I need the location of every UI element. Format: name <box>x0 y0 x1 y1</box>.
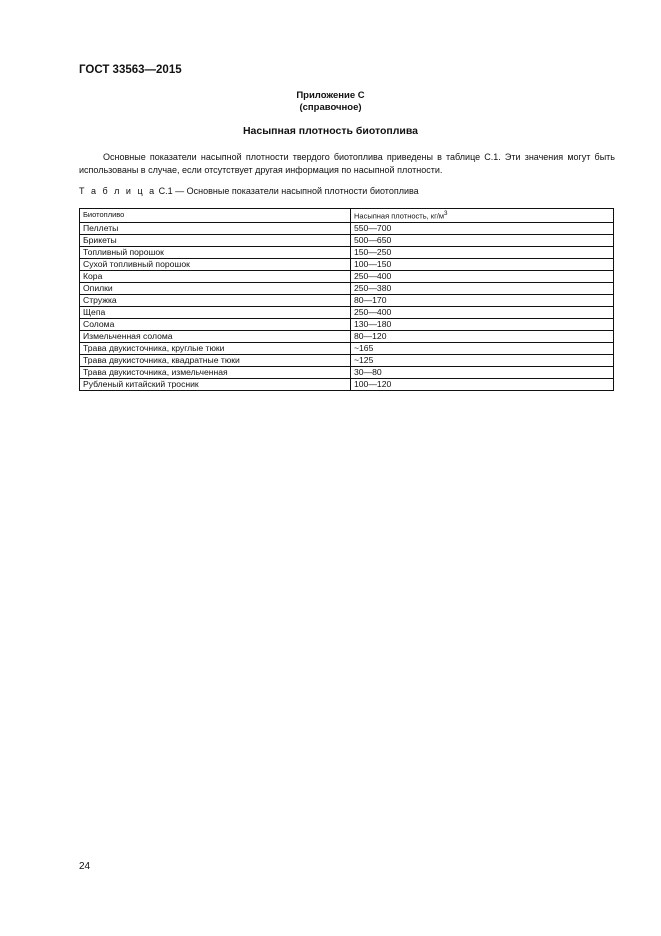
density-unit-exponent: 3 <box>444 210 448 217</box>
appendix-heading <box>0 90 661 114</box>
density-cell: 150—250 <box>351 246 614 258</box>
table-row <box>80 330 614 342</box>
density-cell: 250—400 <box>351 270 614 282</box>
table-row <box>80 354 614 366</box>
section-title: Насыпная плотность биотоплива <box>242 125 419 137</box>
biofuel-cell: Трава двукисточника, квадратные тюки <box>80 354 351 366</box>
density-cell: 500—650 <box>351 234 614 246</box>
biofuel-cell: Солома <box>80 318 351 330</box>
density-cell: 130—180 <box>351 318 614 330</box>
table-row <box>80 282 614 294</box>
table-caption <box>79 186 419 196</box>
table-row <box>80 366 614 378</box>
biofuel-cell: Щепа <box>80 306 351 318</box>
biofuel-cell: Топливный порошок <box>80 246 351 258</box>
table-row <box>80 306 614 318</box>
density-cell: 250—400 <box>351 306 614 318</box>
biofuel-cell: Измельченная солома <box>80 330 351 342</box>
density-cell: ~165 <box>351 342 614 354</box>
intro-paragraph: Основные показатели насыпной плотности твердого биотоплива приведены в таблице С.1. Эти значения могут быть использованы в случае, если отсутствует другая информация по насыпной плотности. <box>79 152 615 175</box>
table-row <box>80 378 614 390</box>
document-id: ГОСТ 33563—2015 <box>79 64 182 76</box>
table-row <box>80 222 614 234</box>
table-row <box>80 270 614 282</box>
table-row <box>80 318 614 330</box>
biofuel-cell: Трава двукисточника, измельченная <box>80 366 351 378</box>
appendix-subtitle: (справочное) <box>299 102 362 113</box>
table-header-row <box>80 209 614 223</box>
biofuel-cell: Трава двукисточника, круглые тюки <box>80 342 351 354</box>
density-cell: 100—120 <box>351 378 614 390</box>
biofuel-cell: Кора <box>80 270 351 282</box>
density-cell: ~125 <box>351 354 614 366</box>
table-body <box>80 222 614 390</box>
density-header-label: Насыпная плотность, кг/м <box>354 211 445 221</box>
biofuel-cell: Опилки <box>80 282 351 294</box>
column-header-biofuel: Биотопливо <box>80 209 351 223</box>
table-caption-title: — Основные показатели насыпной плотности биотоплива <box>175 186 419 196</box>
density-cell: 80—120 <box>351 330 614 342</box>
density-cell: 100—150 <box>351 258 614 270</box>
biofuel-cell: Пеллеты <box>80 222 351 234</box>
appendix-title: Приложение С <box>296 90 365 101</box>
density-cell: 30—80 <box>351 366 614 378</box>
table-row <box>80 258 614 270</box>
page-number: 24 <box>79 861 91 872</box>
biofuel-cell: Сухой топливный порошок <box>80 258 351 270</box>
table-caption-prefix: Т а б л и ц а <box>79 186 157 196</box>
table-caption-number: С.1 <box>158 186 173 196</box>
biofuel-cell: Брикеты <box>80 234 351 246</box>
density-cell: 80—170 <box>351 294 614 306</box>
density-cell: 250—380 <box>351 282 614 294</box>
density-cell: 550—700 <box>351 222 614 234</box>
column-header-density <box>351 209 614 223</box>
table-row <box>80 246 614 258</box>
table-row <box>80 234 614 246</box>
biofuel-cell: Рубленый китайский тросник <box>80 378 351 390</box>
biofuel-cell: Стружка <box>80 294 351 306</box>
table-row <box>80 342 614 354</box>
table-row <box>80 294 614 306</box>
density-table <box>79 208 614 391</box>
